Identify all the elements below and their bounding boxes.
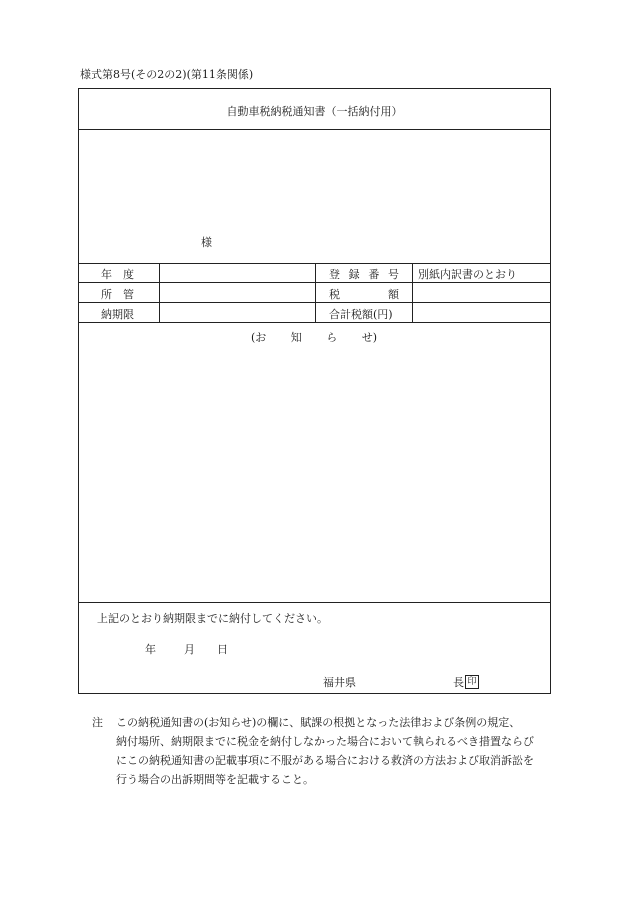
office-label: 所 管 bbox=[101, 288, 134, 301]
chief-signature: 長 印 bbox=[453, 674, 479, 690]
total-tax-label: 合計税額(円) bbox=[329, 308, 393, 321]
seal-stamp: 印 bbox=[465, 675, 479, 689]
note-marker: 注 bbox=[92, 716, 103, 729]
document-title: 自動車税納税通知書（一括納付用） bbox=[226, 105, 403, 118]
notice-heading: (お 知 ら せ) bbox=[251, 331, 377, 344]
footnote bbox=[92, 713, 562, 789]
tax-notice-frame bbox=[78, 88, 551, 694]
table-row-divider bbox=[79, 282, 412, 283]
table-col-divider bbox=[315, 263, 316, 322]
note-line: にこの納税通知書の記載事項に不服がある場合における救済の方法および取消訴訟を bbox=[116, 754, 534, 767]
form-number-label: 様式第8号(その2の2)(第11条関係) bbox=[80, 68, 254, 81]
tax-amount-label: 税 額 bbox=[329, 288, 399, 301]
note-line: この納税通知書の(お知らせ)の欄に、賦課の根拠となった法律および条例の規定、 bbox=[116, 716, 521, 729]
table-bottom-border bbox=[79, 322, 550, 323]
note-line: 行う場合の出訴期間等を記載すること。 bbox=[116, 773, 314, 786]
registration-number-label: 登 録 番 号 bbox=[329, 268, 399, 281]
title-divider bbox=[79, 129, 550, 130]
note-line: 納付場所、納期限までに税金を納付しなかった場合において執られるべき措置ならび bbox=[116, 735, 534, 748]
issue-date: 年 月 日 bbox=[145, 643, 228, 656]
due-date-label: 納期限 bbox=[101, 308, 134, 321]
notice-bottom-border bbox=[79, 602, 550, 603]
payment-instruction: 上記のとおり納期限までに納付してください。 bbox=[97, 612, 328, 625]
table-col-divider bbox=[159, 263, 160, 322]
prefecture-name: 福井県 bbox=[323, 676, 356, 689]
year-label: 年 度 bbox=[101, 268, 134, 281]
detail-reference-text: 別紙内訳書のとおり bbox=[418, 268, 517, 281]
addressee-suffix: 様 bbox=[201, 236, 212, 249]
table-col-divider bbox=[412, 263, 413, 322]
